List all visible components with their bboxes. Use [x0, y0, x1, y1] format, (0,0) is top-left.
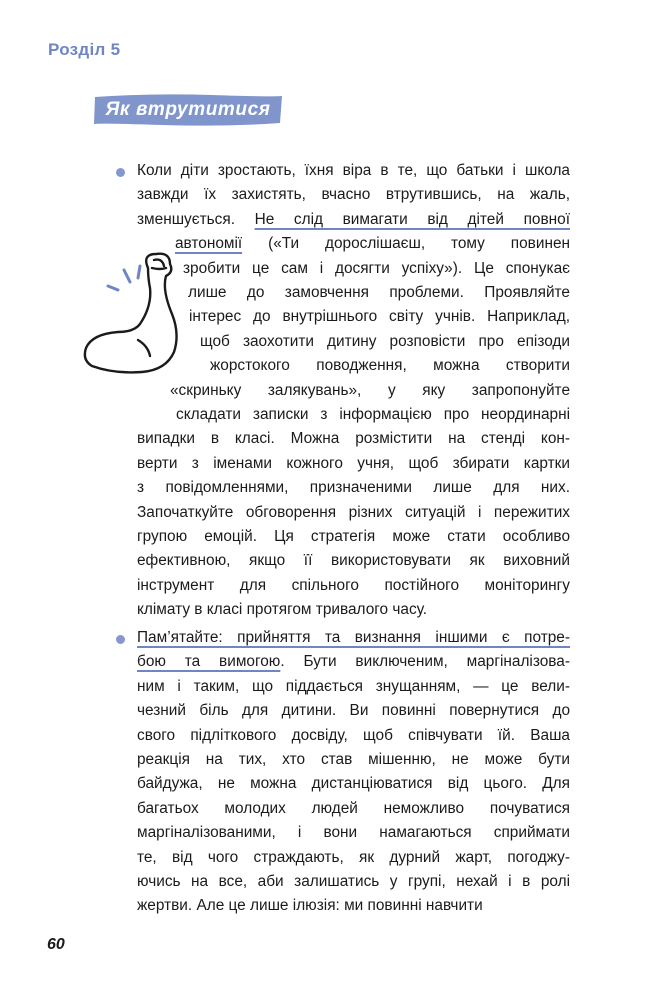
text-line: з повідомленнями, призначеними лише для них. [137, 479, 570, 497]
text-line: Започаткуйте обговорення різних ситуацій і пережитих [137, 503, 570, 521]
text-line: щоб заохотити дитину розповісти про епізоди [200, 332, 570, 350]
flexed-arm-icon [78, 248, 196, 378]
bullet-dot-icon [116, 635, 125, 644]
text-line: групою емоцій. Ця стратегія може стати особливо [137, 528, 570, 545]
text-line: те, від чого страждають, як дурний жарт, погоджу- [137, 848, 570, 866]
text-line: реакція на тих, хто став мішенню, не може бути [137, 751, 570, 768]
text-line: верти з іменами кожного учня, щоб збирати картки [137, 454, 570, 472]
text-line: свого підліткового досвіду, щоб співчувати їй. Ваша [137, 726, 570, 744]
emphasis-text: автономії [175, 235, 243, 253]
emphasis-text: бою та вимогою [137, 653, 281, 671]
text-segment: («Ти дорослішаєш, тому повинен [242, 235, 570, 253]
emphasis-text: Не слід вимагати від дітей повної [254, 210, 570, 228]
text-line: ним і таким, що піддається знущанням, — це вели- [137, 677, 570, 695]
text-line: випадки в класі. Можна розмістити на стенді кон- [137, 430, 570, 448]
text-line: багатьох молодих людей неможливо почуватися [137, 799, 570, 817]
text-line: інструмент для спільного постійного моніторингу [137, 576, 570, 594]
text-line: зробити це сам і досягти успіху»). Це спонукає [183, 259, 570, 277]
text-line [137, 208, 570, 232]
text-segment: зменшується. [137, 210, 255, 228]
text-line [175, 232, 570, 256]
text-line: «скриньку залякувань», у яку запропонуйте [170, 381, 570, 399]
text-line [137, 626, 570, 650]
text-line: клімату в класі протягом тривалого часу. [137, 601, 428, 619]
text-line: ючись на все, аби залишатись у групі, нехай і в ролі [137, 873, 570, 890]
text-line: складати записки з інформацією про неординарні [176, 406, 570, 423]
section-title-banner [92, 92, 284, 128]
text-line: завжди їх захистять, вчасно втрутившись, на жаль, [137, 186, 570, 204]
text-segment: . Бути виключеним, маргіналізова- [280, 653, 570, 671]
chapter-label: Розділ 5 [48, 40, 121, 59]
text-line: байдужа, не можна дистанціюватися від цього. Для [137, 775, 570, 793]
text-line: чезний біль для дитини. Ви повинні повернутися до [137, 702, 570, 720]
text-line: ефективною, якщо її використовувати як виховний [137, 552, 570, 570]
emphasis-text: Пам’ятайте: прийняття та визнання іншими є потре- [137, 629, 570, 646]
text-line: жорстокого поводження, можна створити [210, 357, 570, 375]
page-number: 60 [47, 936, 65, 953]
section-title: Як втрутитися [105, 99, 271, 120]
text-line: Коли діти зростають, їхня віра в те, що батьки і школа [137, 162, 570, 179]
text-line: інтерес до внутрішнього світу учнів. Наприклад, [189, 308, 570, 326]
text-line [137, 650, 570, 674]
bullet-dot-icon [116, 168, 125, 177]
text-line: лише до замовчення проблеми. Проявляйте [188, 284, 570, 301]
text-line: маргіналізованими, і вони намагаються сприймати [137, 824, 570, 842]
text-line: жертви. Але це лише ілюзія: ми повинні навчити [137, 897, 483, 915]
